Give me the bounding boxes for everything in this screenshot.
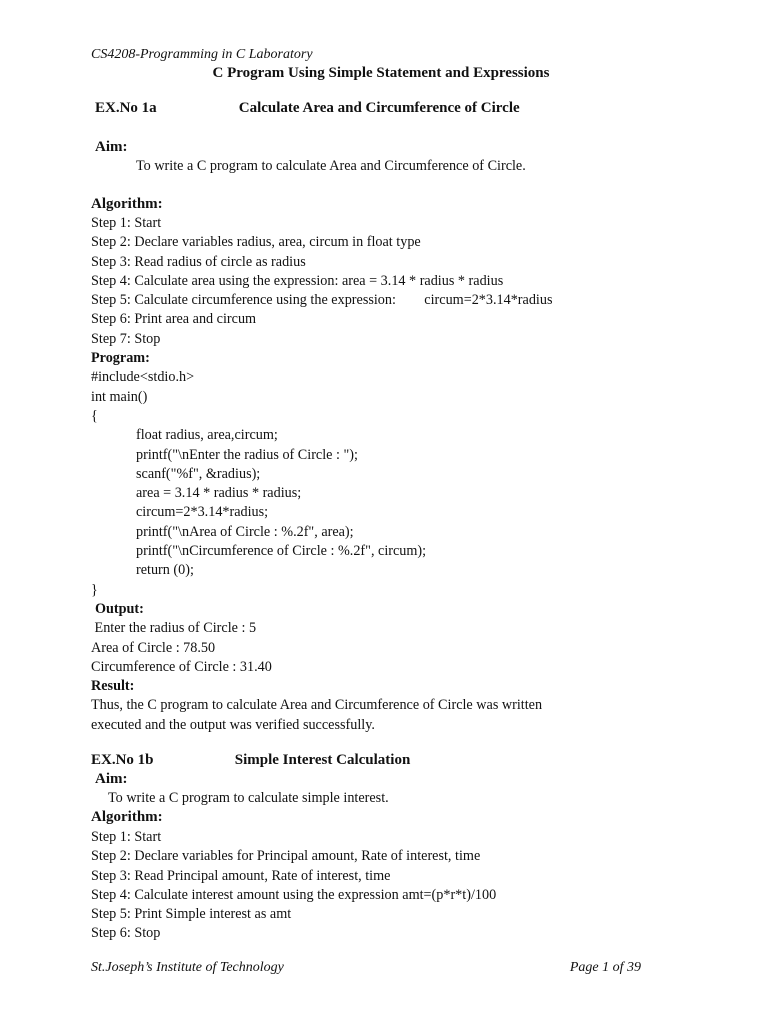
ex1a-aim-text: To write a C program to calculate Area and Circumference of Circle.: [136, 158, 526, 174]
ex1b-algorithm-heading: Algorithm:: [91, 809, 163, 825]
code-line: }: [91, 581, 98, 598]
ex1b-number: EX.No 1b: [91, 752, 154, 768]
output-line: Area of Circle : 78.50: [91, 639, 216, 656]
ex1a-steps: [91, 214, 552, 735]
code-line: float radius, area,circum;: [136, 427, 278, 444]
ex1a-number: EX.No 1a: [95, 100, 157, 116]
algorithm-step: Step 2: Declare variables radius, area, circum in float type: [91, 234, 421, 251]
ex1a-algorithm-heading: Algorithm:: [91, 196, 163, 212]
algorithm-step: Step 5: Calculate circumference using the expression: circum=2*3.14*radius: [91, 292, 553, 309]
code-line: #include<stdio.h>: [91, 369, 195, 386]
ex1a-aim-heading: Aim:: [95, 139, 128, 155]
result-line: executed and the output was verified successfully.: [91, 716, 375, 733]
algorithm-step: Step 6: Print area and circum: [91, 311, 257, 328]
code-line: printf("\nEnter the radius of Circle : ");: [136, 446, 358, 463]
algorithm-step: Step 3: Read Principal amount, Rate of interest, time: [91, 867, 391, 884]
code-line: scanf("%f", &radius);: [136, 465, 261, 482]
code-line: {: [91, 407, 98, 424]
algorithm-step: Step 2: Declare variables for Principal amount, Rate of interest, time: [91, 848, 481, 865]
algorithm-step: Step 1: Start: [91, 215, 162, 231]
output-line: Circumference of Circle : 31.40: [91, 658, 272, 675]
ex1b-steps: [91, 828, 496, 944]
page-number: Page 1 of 39: [569, 960, 641, 975]
algorithm-step: Step 1: Start: [91, 829, 162, 845]
result-line: Thus, the C program to calculate Area and Circumference of Circle was written: [91, 697, 543, 714]
page-title: C Program Using Simple Statement and Expressions: [212, 65, 550, 81]
code-line: return (0);: [136, 562, 194, 579]
program-heading: Program:: [91, 350, 150, 367]
ex1a-heading: [95, 100, 520, 117]
footer-institute: St.Joseph’s Institute of Technology: [91, 960, 284, 975]
code-line: printf("\nArea of Circle : %.2f", area);: [136, 523, 354, 540]
ex1a-title: Calculate Area and Circumference of Circle: [238, 100, 520, 116]
algorithm-step: Step 5: Print Simple interest as amt: [91, 906, 292, 923]
code-line: int main(): [91, 388, 148, 405]
result-heading: Result:: [91, 678, 135, 695]
code-line: circum=2*3.14*radius;: [136, 504, 269, 521]
output-heading: Output:: [95, 600, 144, 617]
code-line: printf("\nCircumference of Circle : %.2f", circum);: [136, 543, 427, 560]
algorithm-step: Step 3: Read radius of circle as radius: [91, 253, 306, 270]
output-line: Enter the radius of Circle : 5: [91, 620, 257, 637]
algorithm-step: Step 6: Stop: [91, 925, 161, 942]
ex1b-heading: [91, 752, 410, 769]
code-line: area = 3.14 * radius * radius;: [136, 485, 302, 502]
ex1b-aim-text: To write a C program to calculate simple interest.: [108, 790, 389, 806]
ex1b-aim-heading: Aim:: [95, 771, 128, 787]
ex1b-title: Simple Interest Calculation: [234, 752, 411, 768]
algorithm-step: Step 4: Calculate interest amount using the expression amt=(p*r*t)/100: [91, 886, 497, 903]
algorithm-step: Step 4: Calculate area using the expression: area = 3.14 * radius * radius: [91, 272, 504, 289]
algorithm-step: Step 7: Stop: [91, 330, 161, 347]
course-header: CS4208-Programming in C Laboratory: [91, 47, 313, 62]
